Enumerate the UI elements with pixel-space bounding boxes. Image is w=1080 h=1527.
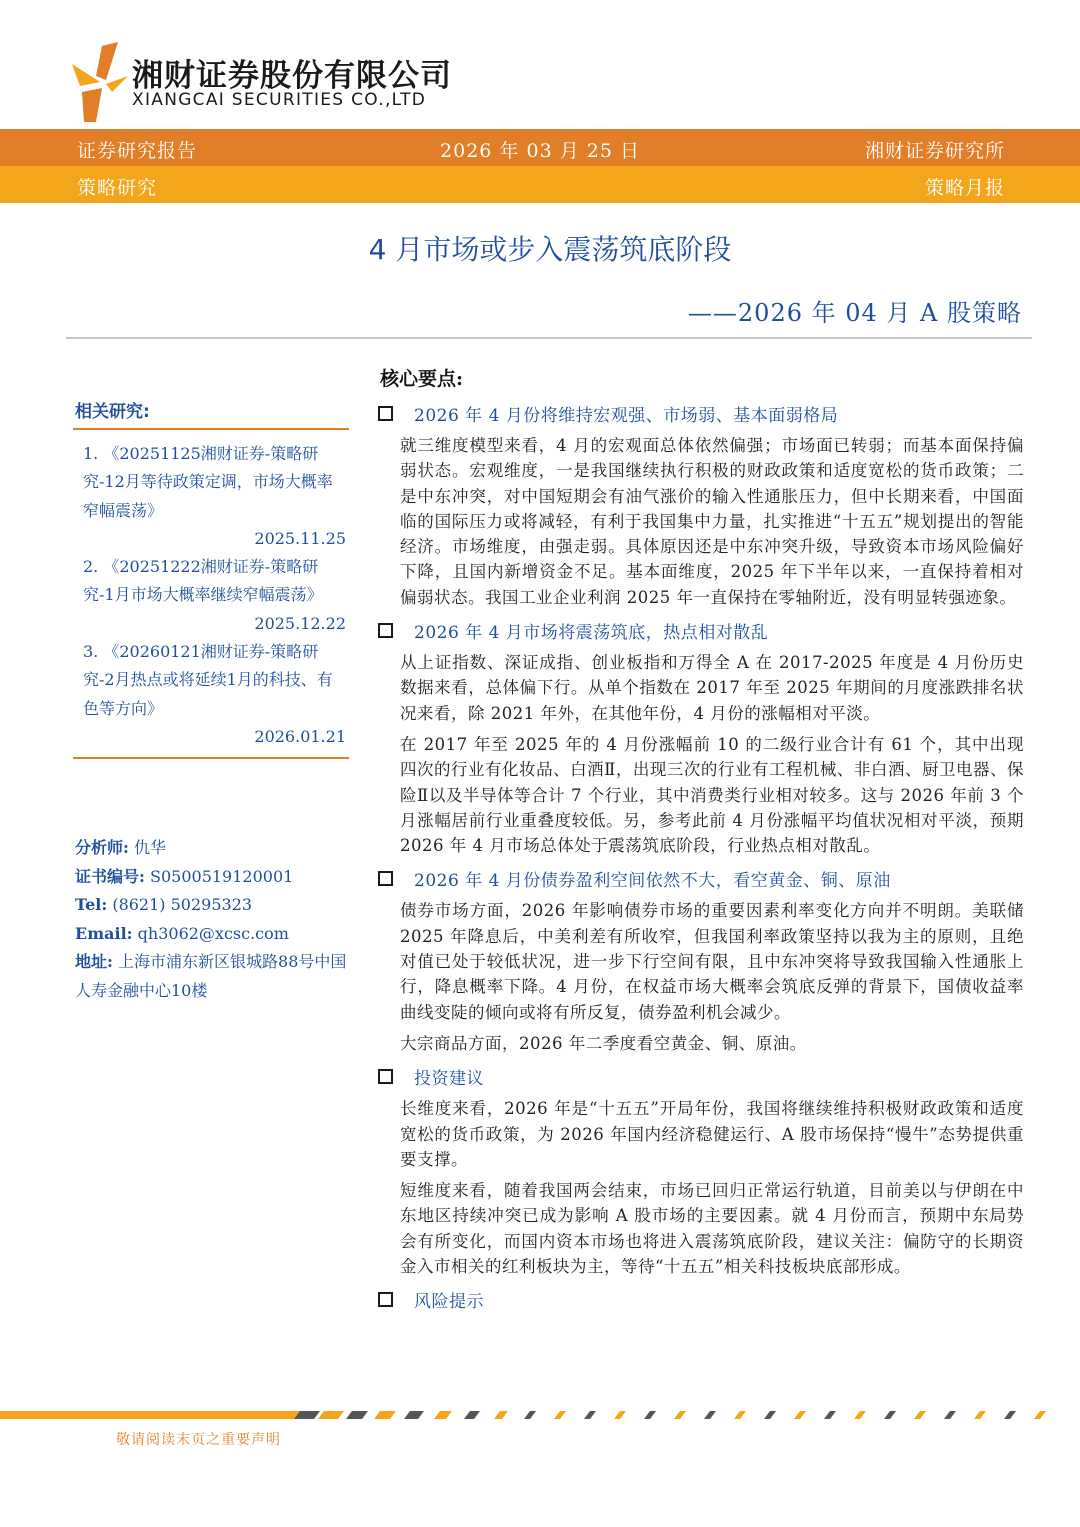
related-research-date: 2025.12.22 [254, 613, 346, 633]
related-research-title: 2. 《20251222湘财证券-策略研究-1月市场大概率继续窄幅震荡》 [83, 557, 323, 605]
related-research-heading: 相关研究: [75, 402, 150, 422]
email-line [75, 920, 360, 949]
related-research-item[interactable] [73, 440, 349, 553]
footer-disclaimer: 敬请阅读末页之重要声明 [116, 1432, 281, 1448]
company-logo [72, 42, 512, 122]
report-kind: 策略月报 [924, 177, 1005, 199]
section-paragraph: 从上证指数、深证成指、创业板指和万得全 A 在 2017-2025 年度是 4 月份历史数据来看，总体偏下行。从单个指数在 2017 年至 2025 年期间的月度涨跌排名状况来看，除 2021 年外，在其他年份，4 月份的涨幅相对平淡。 [400, 653, 1024, 723]
related-research-date: 2025.11.25 [254, 528, 346, 548]
title-divider [66, 337, 1032, 339]
tel-label: Tel: [75, 895, 108, 914]
checkbox-bullet-icon [378, 406, 393, 421]
related-research-item[interactable] [73, 553, 349, 638]
section-paragraph: 债券市场方面，2026 年影响债券市场的重要因素利率变化方向并不明朗。美联储 2025 年降息后，中美利差有所收窄，但我国利率政策坚持以我为主的原则，且绝对值已处于较低状况，进一步下行空间有限，且中东冲突将导致我国输入性通胀上行，降息概率下降。4 月份，在权益市场大概率会筑底反弹的背景下，国债收益率曲线变陡的倾向或将有所反复，债券盈利机会减少。 [400, 901, 1024, 1022]
analyst-label: 分析师: [75, 838, 129, 857]
address-value: 上海市浦东新区银城路88号中国人寿金融中心10楼 [75, 952, 347, 1000]
section-heading-text: 2026 年 4 月市场将震荡筑底，热点相对散乱 [414, 623, 769, 644]
section-heading-text: 2026 年 4 月份将维持宏观强、市场弱、基本面弱格局 [414, 406, 839, 426]
checkbox-bullet-icon [378, 871, 393, 886]
section-paragraph: 短维度来看，随着我国两会结束，市场已回归正常运行轨道，目前美以与伊朗在中东地区持续冲突已成为影响 A 股市场的主要因素。就 4 月份而言，预期中东局势会有所变化，而国内资本市场也将进入震荡筑底阶段，建议关注：偏防守的长期资金入市相关的红利板块为主，等待“十五五”相关科技板块底部形成。 [400, 1181, 1024, 1277]
section-heading-text: 投资建议 [414, 1069, 484, 1090]
company-name-cn: 湘财证券股份有限公司 [132, 58, 452, 94]
report-type: 证券研究报告 [77, 140, 198, 162]
report-subtitle: ——2026 年 04 月 A 股策略 [687, 299, 1022, 327]
section-heading [378, 1285, 1024, 1315]
related-research-item[interactable] [73, 638, 349, 751]
section-heading [378, 399, 1024, 429]
section-heading [378, 864, 1024, 894]
tel-value: (8621) 50295323 [112, 895, 253, 914]
report-title: 4 月市场或步入震荡筑底阶段 [368, 233, 732, 266]
cert-line [75, 863, 360, 892]
company-name-en: XIANGCAI SECURITIES CO.,LTD [132, 90, 427, 110]
section-paragraph: 就三维度模型来看，4 月的宏观面总体依然偏强；市场面已转弱；而基本面保持偏弱状态。宏观维度，一是我国继续执行积极的财政政策和适度宽松的货币政策；二是中东冲突，对中国短期会有油气涨价的输入性通胀压力，但中长期来看，中国面临的国际压力或将减轻，有利于我国集中力量，扎实推进“十五五”规划提出的智能经济。市场维度，由强走弱。具体原因还是中东冲突升级，导致资本市场风险偏好下降，且国内新增资金不足。基本面维度，2025 年下半年以来，一直保持着相对偏弱状态。我国工业企业利润 2025 年一直保持在零轴附近，没有明显转强迹象。 [400, 436, 1024, 607]
core-points-heading: 核心要点: [380, 368, 464, 390]
section-heading [378, 616, 1024, 646]
institute-name: 湘财证券研究所 [864, 140, 1005, 162]
related-research-title: 3. 《20260121湘财证券-策略研究-2月热点或将延续1月的科技、有色等方向》 [83, 642, 333, 718]
related-research-title: 1. 《20251125湘财证券-策略研究-12月等待政策定调，市场大概率窄幅震荡》 [83, 444, 333, 520]
cert-value: S0500519120001 [150, 866, 294, 886]
section-heading-text: 2026 年 4 月份债券盈利空间依然不大，看空黄金、铜、原油 [414, 871, 891, 892]
email-label: Email: [75, 923, 133, 943]
section-heading-text: 风险提示 [414, 1292, 484, 1313]
related-research-list [73, 428, 349, 759]
report-category: 策略研究 [77, 177, 158, 199]
address-line [75, 948, 360, 1005]
checkbox-bullet-icon [378, 623, 393, 638]
checkbox-bullet-icon [378, 1292, 393, 1307]
section-paragraph: 长维度来看，2026 年是“十五五”开局年份，我国将继续维持积极财政政策和适度宽松的货币政策，为 2026 年国内经济稳健运行、A 股市场保持“慢牛”态势提供重要支撑。 [400, 1099, 1024, 1169]
tel-line [75, 891, 360, 920]
section-paragraph: 大宗商品方面，2026 年二季度看空黄金、铜、原油。 [400, 1033, 807, 1053]
report-date: 2026 年 03 月 25 日 [440, 140, 640, 162]
analyst-name: 仇华 [134, 838, 167, 857]
section-paragraph: 在 2017 年至 2025 年的 4 月份涨幅前 10 的二级行业合计有 61 个，其中出现四次的行业有化妆品、白酒Ⅱ，出现三次的行业有工程机械、非白酒、厨卫电器、保险Ⅱ以及半导体等合计 7 个行业，其中消费类行业相对较多。这与 2026 年前 3 个月涨幅居前行业重叠度较低。另，参考此前 4 月份涨幅平均值状况相对平淡，预期 2026 年 4 月市场总体处于震荡筑底阶段，行业热点相对散乱。 [400, 734, 1024, 856]
header-band-top [0, 129, 1080, 166]
address-label: 地址: [75, 952, 113, 971]
related-research-date: 2026.01.21 [254, 726, 346, 746]
section-heading [378, 1062, 1024, 1092]
header-band-bottom [0, 166, 1080, 203]
main-content [378, 399, 1024, 1319]
analyst-line [75, 834, 360, 863]
cert-label: 证书编号: [75, 866, 145, 886]
analyst-info [75, 834, 360, 1005]
footer-stripe [0, 1411, 1080, 1419]
checkbox-bullet-icon [378, 1069, 393, 1084]
email-value[interactable]: qh3062@xcsc.com [137, 923, 289, 943]
logo-mark-icon [72, 42, 128, 122]
